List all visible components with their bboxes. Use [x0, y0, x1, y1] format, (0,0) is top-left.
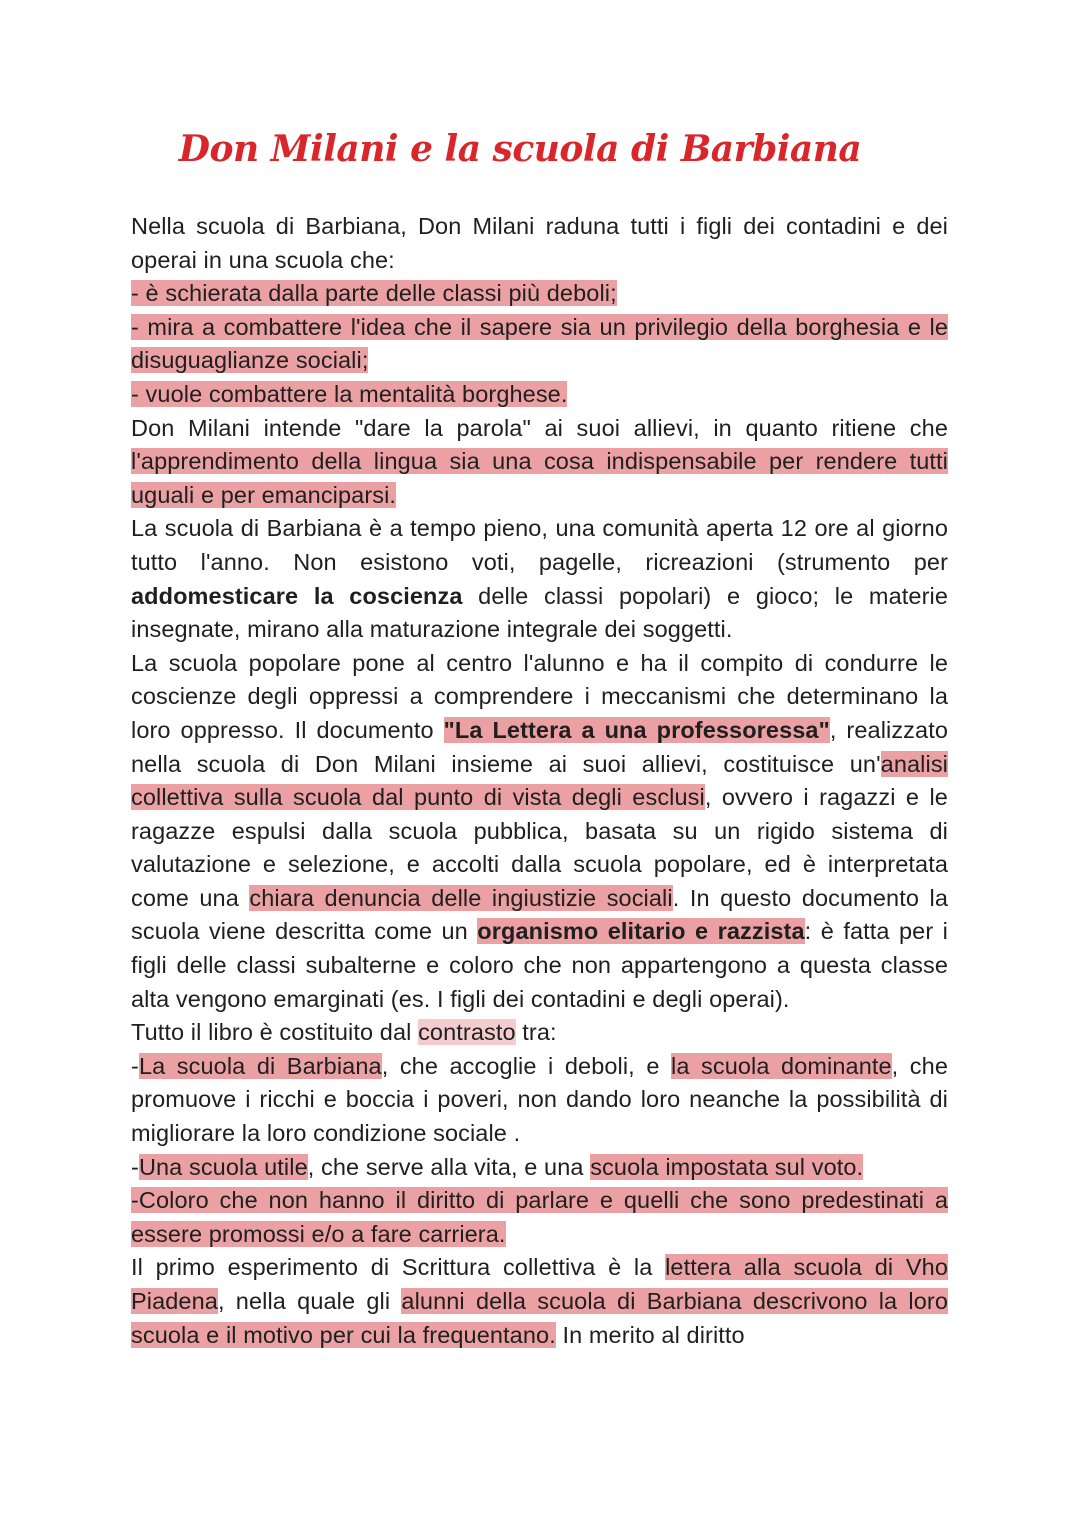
text-segment: : è fatta per i figli delle classi subalterne e coloro che non appartengono a questa classe alta vengono emarginati (es. I figli dei contadini e degli operai).	[131, 918, 948, 1012]
paragraph	[131, 1050, 948, 1151]
highlighted-text: -Coloro che non hanno il diritto di parlare e quelli che sono predestinati a essere promossi e/o a fare carriera.	[131, 1187, 948, 1247]
text-segment: . In questo documento la scuola viene descritta come un	[131, 884, 948, 945]
highlighted-bold-text: organismo elitario e razzista	[477, 918, 805, 945]
text-segment: -	[131, 1153, 139, 1180]
highlighted-text: - vuole combattere la mentalità borghese.	[131, 380, 568, 407]
highlighted-text: scuola impostata sul voto.	[590, 1153, 864, 1180]
paragraph	[131, 277, 948, 311]
highlighted-text: contrasto	[418, 1019, 516, 1046]
text-segment: delle classi popolari) e gioco; le materie insegnate, mirano alla maturazione integrale dei soggetti.	[131, 582, 948, 643]
paragraph	[131, 647, 948, 1017]
highlighted-text: - mira a combattere l'idea che il sapere sia un privilegio della borghesia e le disuguaglianze sociali;	[131, 313, 948, 374]
highlighted-text: Una scuola utile	[138, 1153, 308, 1180]
text-segment: Tutto il libro è costituito dal	[131, 1019, 419, 1046]
highlighted-text: alunni della scuola di Barbiana descrivono la loro scuola e il motivo per cui la frequentano.	[131, 1288, 948, 1348]
highlighted-text: analisi collettiva sulla scuola dal punto di vista degli esclusi	[131, 750, 948, 811]
page-title: Don Milani e la scuola di Barbiana	[178, 128, 862, 170]
text-segment: Nella scuola di Barbiana, Don Milani raduna tutti i figli dei contadini e dei operai in una scuola che:	[131, 213, 948, 273]
text-segment: Don Milani intende "dare la parola" ai suoi allievi, in quanto ritiene che	[131, 414, 948, 441]
text-segment: tra:	[515, 1019, 557, 1046]
text-segment: Il primo esperimento di Scrittura collettiva è la	[131, 1254, 666, 1281]
text-segment: La scuola di Barbiana è a tempo pieno, una comunità aperta 12 ore al giorno tutto l'anno. Non esistono voti, pagelle, ricreazioni (strumento per	[131, 515, 948, 575]
paragraph	[131, 1251, 948, 1352]
highlighted-text: lettera alla scuola di Vho Piadena	[131, 1254, 948, 1314]
highlighted-text: chiara denuncia delle ingiustizie sociali	[249, 884, 673, 911]
paragraph	[131, 1151, 948, 1185]
paragraph	[131, 1016, 948, 1050]
text-segment: , che accoglie i deboli, e	[381, 1052, 671, 1079]
text-segment: , che promuove i ricchi e boccia i poveri, non dando loro neanche la possibilità di migliorare la loro condizione sociale .	[131, 1052, 948, 1147]
text-segment: , nella quale gli	[217, 1288, 402, 1314]
text-segment: In merito al diritto	[555, 1321, 745, 1348]
text-segment: , realizzato nella scuola di Don Milani insieme ai suoi allievi, costituisce un'	[131, 716, 949, 777]
highlighted-text: - è schierata dalla parte delle classi più deboli;	[131, 280, 617, 307]
paragraph	[131, 311, 948, 378]
paragraph	[131, 210, 948, 277]
text-segment: , che serve alla vita, e una	[307, 1153, 591, 1180]
highlighted-bold-text: "La Lettera a una professoressa"	[443, 716, 830, 743]
paragraph	[131, 378, 948, 412]
highlighted-text: la scuola dominante	[671, 1052, 892, 1079]
text-segment: La scuola popolare pone al centro l'alunno e ha il compito di condurre le coscienze degli oppressi a comprendere i meccanismi che determinano la loro oppresso. Il documento	[131, 649, 948, 743]
paragraph	[131, 512, 948, 646]
bold-text: addomesticare la coscienza	[131, 582, 463, 609]
body-text	[131, 210, 948, 1352]
highlighted-text: La scuola di Barbiana	[138, 1052, 382, 1079]
text-segment: , ovvero i ragazzi e le ragazze espulsi dalla scuola pubblica, basata su un rigido sistema di valutazione e selezione, e accolti dalla scuola popolare, ed è interpretata come una	[131, 784, 948, 911]
paragraph	[131, 1184, 948, 1251]
text-segment: -	[131, 1052, 139, 1079]
paragraph	[131, 412, 948, 513]
highlighted-text: l'apprendimento della lingua sia una cosa indispensabile per rendere tutti uguali e per emanciparsi.	[131, 448, 948, 508]
